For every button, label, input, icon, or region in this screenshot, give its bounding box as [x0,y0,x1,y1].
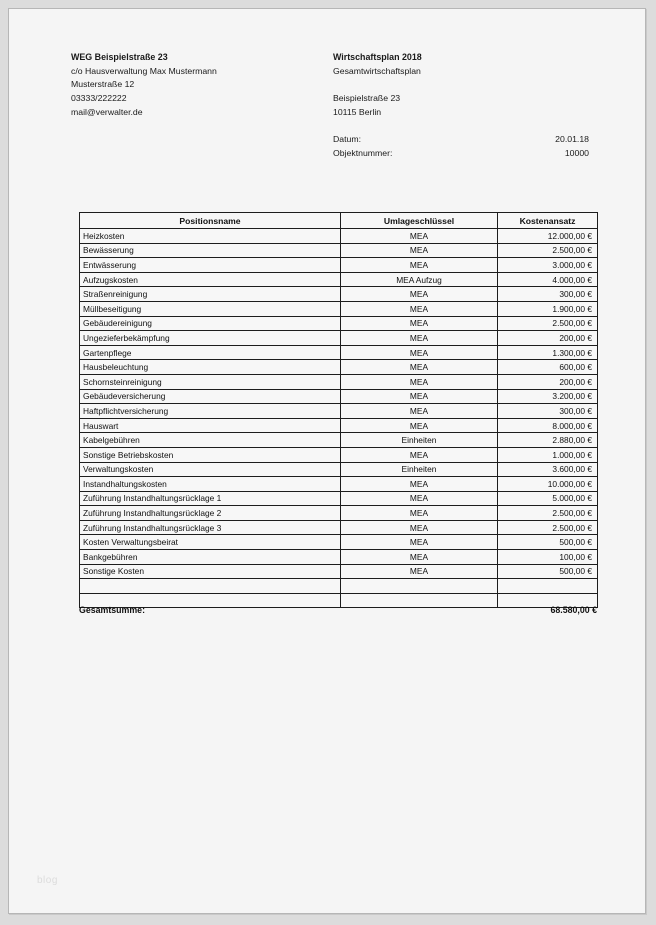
table-row [80,389,598,404]
table-row [80,229,598,244]
cell-positionsname: Kosten Verwaltungsbeirat [80,535,341,550]
cell-kostenansatz: 200,00 € [498,331,598,346]
cell-kostenansatz: 1.300,00 € [498,345,598,360]
document-header [9,9,645,189]
cell-kostenansatz: 10.000,00 € [498,477,598,492]
cell-positionsname: Kabelgebühren [80,433,341,448]
cell-umlageschluessel: MEA Aufzug [341,272,498,287]
cell-kostenansatz: 2.500,00 € [498,316,598,331]
date-row [333,133,589,147]
cell-umlageschluessel: MEA [341,229,498,244]
table-row [80,433,598,448]
object-number-label: Objektnummer: [333,147,393,158]
cell-kostenansatz: 3.000,00 € [498,258,598,273]
cell-positionsname: Hausbeleuchtung [80,360,341,375]
cell-umlageschluessel: MEA [341,374,498,389]
table-row [80,404,598,419]
cell-umlageschluessel: MEA [341,535,498,550]
cell-positionsname: Schornsteinreinigung [80,374,341,389]
cell-umlageschluessel: MEA [341,258,498,273]
cell-umlageschluessel: MEA [341,389,498,404]
object-number-row [333,147,589,161]
cell-positionsname: Heizkosten [80,229,341,244]
table-row [80,491,598,506]
cell-positionsname: Aufzugskosten [80,272,341,287]
table-row [80,287,598,302]
cell-positionsname: Müllbeseitigung [80,301,341,316]
sender-name: WEG Beispielstraße 23 [71,52,168,62]
date-label: Datum: [333,134,362,145]
cell-umlageschluessel: MEA [341,287,498,302]
cell-kostenansatz: 300,00 € [498,287,598,302]
cell-kostenansatz: 3.600,00 € [498,462,598,477]
cell-umlageschluessel [341,579,498,594]
cell-kostenansatz: 100,00 € [498,550,598,565]
document-page [8,8,646,914]
table-row [80,477,598,492]
cell-positionsname: Ungezieferbekämpfung [80,331,341,346]
sender-street: Musterstraße 12 [71,79,135,90]
sender-email: mail@verwalter.de [71,106,143,117]
cell-kostenansatz: 600,00 € [498,360,598,375]
cell-kostenansatz: 4.000,00 € [498,272,598,287]
table-row [80,506,598,521]
object-street: Beispielstraße 23 [333,93,401,104]
cell-umlageschluessel: MEA [341,316,498,331]
cell-umlageschluessel: MEA [341,243,498,258]
table-row [80,535,598,550]
column-header-positionsname: Positionsname [80,213,341,229]
cell-positionsname: Verwaltungskosten [80,462,341,477]
column-header-umlageschluessel: Umlageschlüssel [341,213,498,229]
cell-umlageschluessel: MEA [341,404,498,419]
cell-umlageschluessel: MEA [341,491,498,506]
plan-subtitle: Gesamtwirtschaftsplan [333,65,421,76]
cell-kostenansatz: 3.200,00 € [498,389,598,404]
cell-positionsname [80,579,341,594]
cell-kostenansatz: 2.500,00 € [498,243,598,258]
cell-umlageschluessel: MEA [341,360,498,375]
object-city: 10115 Berlin [333,106,382,117]
cell-kostenansatz: 200,00 € [498,374,598,389]
table-row [80,316,598,331]
cell-positionsname: Gebäudeversicherung [80,389,341,404]
cell-kostenansatz: 1.000,00 € [498,447,598,462]
cell-kostenansatz: 5.000,00 € [498,491,598,506]
cell-umlageschluessel: MEA [341,550,498,565]
cell-positionsname: Entwässerung [80,258,341,273]
cell-kostenansatz: 12.000,00 € [498,229,598,244]
cell-positionsname: Sonstige Kosten [80,564,341,579]
cell-positionsname: Sonstige Betriebskosten [80,447,341,462]
cell-umlageschluessel: MEA [341,331,498,346]
cell-umlageschluessel: MEA [341,506,498,521]
cell-positionsname: Zuführung Instandhaltungsrücklage 1 [80,491,341,506]
cell-umlageschluessel: MEA [341,418,498,433]
table-row [80,550,598,565]
table-row [80,374,598,389]
table-row [80,301,598,316]
cell-umlageschluessel: MEA [341,477,498,492]
table-body [80,229,598,608]
table-row [80,243,598,258]
plan-info-block [333,51,589,161]
cell-kostenansatz: 8.000,00 € [498,418,598,433]
cell-kostenansatz: 300,00 € [498,404,598,419]
cell-positionsname: Bankgebühren [80,550,341,565]
cell-positionsname: Instandhaltungskosten [80,477,341,492]
cell-positionsname: Zuführung Instandhaltungsrücklage 2 [80,506,341,521]
cost-positions-table [79,212,598,608]
cell-positionsname: Gartenpflege [80,345,341,360]
cell-positionsname: Gebäudereinigung [80,316,341,331]
column-header-kostenansatz: Kostenansatz [498,213,598,229]
total-label: Gesamtsumme: [79,605,146,615]
cell-umlageschluessel: Einheiten [341,433,498,448]
cell-kostenansatz: 2.500,00 € [498,520,598,535]
date-value: 20.01.18 [555,134,589,145]
table-row [80,331,598,346]
cell-umlageschluessel: MEA [341,564,498,579]
plan-spacer-2 [333,120,589,134]
cell-positionsname: Bewässerung [80,243,341,258]
sender-phone: 03333/222222 [71,93,127,104]
cell-kostenansatz: 500,00 € [498,535,598,550]
table-row [80,258,598,273]
plan-title: Wirtschaftsplan 2018 [333,52,422,62]
cell-kostenansatz [498,579,598,594]
object-number-value: 10000 [564,147,589,158]
sender-care-of: c/o Hausverwaltung Max Mustermann [71,65,217,76]
cell-kostenansatz: 1.900,00 € [498,301,598,316]
cell-umlageschluessel: MEA [341,301,498,316]
table-row [80,447,598,462]
table-row [80,579,598,594]
cell-kostenansatz: 2.500,00 € [498,506,598,521]
table-row [80,564,598,579]
total-value: 68.580,00 € [550,605,597,615]
sender-address-block [71,51,321,120]
cell-positionsname: Zuführung Instandhaltungsrücklage 3 [80,520,341,535]
table-header-row [80,213,598,229]
cell-umlageschluessel: Einheiten [341,462,498,477]
table-row [80,520,598,535]
cell-positionsname: Hauswart [80,418,341,433]
table-head [80,213,598,229]
table-row [80,462,598,477]
watermark: blog [37,875,58,886]
table-row [80,360,598,375]
cell-positionsname: Straßenreinigung [80,287,341,302]
table-row [80,272,598,287]
cell-kostenansatz: 2.880,00 € [498,433,598,448]
cell-positionsname: Haftpflichtversicherung [80,404,341,419]
cell-umlageschluessel: MEA [341,345,498,360]
total-row [79,605,597,615]
plan-spacer-1 [333,78,589,92]
table-row [80,418,598,433]
cell-kostenansatz: 500,00 € [498,564,598,579]
table-row [80,345,598,360]
cell-umlageschluessel: MEA [341,520,498,535]
cell-umlageschluessel: MEA [341,447,498,462]
